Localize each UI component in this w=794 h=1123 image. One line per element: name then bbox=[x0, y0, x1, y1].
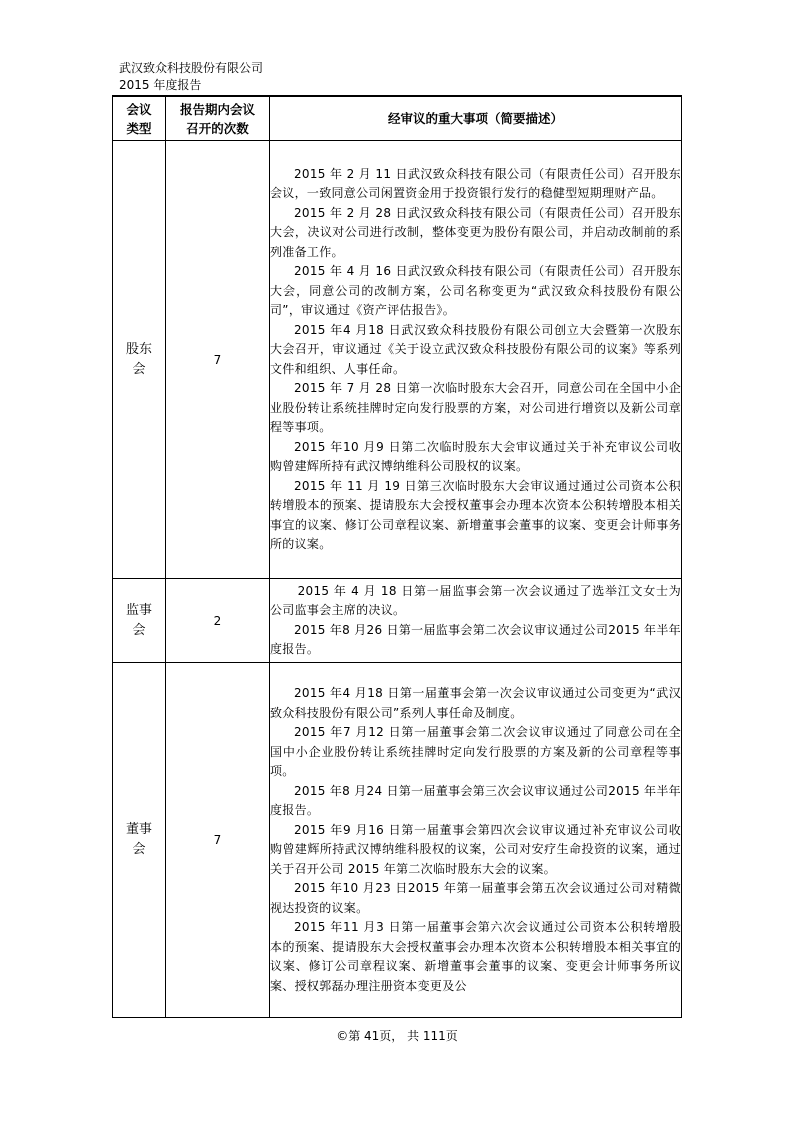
table-header-row bbox=[113, 97, 682, 141]
meeting-type-line1: 股东 bbox=[125, 341, 152, 357]
meeting-item: 2015 年4 月18 日第一届董事会第一次会议审议通过公司变更为“武汉致众科技股份有限公司”系列人事任命及制度。 bbox=[270, 686, 681, 720]
meeting-type-cell bbox=[113, 579, 166, 663]
meeting-item: 2015 年8 月26 日第一届监事会第二次会议审议通过公司2015 年半年度报告。 bbox=[270, 622, 681, 656]
meeting-item: 2015 年10 月9 日第二次临时股东大会审议通过关于补充审议公司收购曾建辉所持有武汉博纳维科公司股权的议案。 bbox=[270, 439, 681, 473]
meeting-count: 2 bbox=[166, 579, 270, 663]
meeting-count: 7 bbox=[166, 663, 270, 1018]
meeting-item: 2015 年11 月3 日第一届董事会第六次会议通过公司资本公积转增股本的预案、提请股东大会授权董事会办理本次资本公积转增股本相关事宜的议案、修订公司章程议案、新增董事会董事的议案、变更会计师事务所议案、授权郭磊办理注册资本变更及公 bbox=[270, 920, 681, 993]
col-header-count bbox=[166, 97, 270, 141]
table-row bbox=[113, 141, 682, 579]
meeting-item: 2015 年8 月24 日第一届董事会第三次会议审议通过公司2015 年半年度报告。 bbox=[270, 783, 681, 817]
meeting-item: 2015 年 2 月 28 日武汉致众科技有限公司（有限责任公司）召开股东大会，决议对公司进行改制，整体变更为股份有限公司，并启动改制前的系列准备工作。 bbox=[270, 205, 681, 259]
meeting-item: 2015 年7 月12 日第一届董事会第二次会议审议通过了同意公司在全国中小企业股份转让系统挂牌时定向发行股票的方案及新的公司章程等事项。 bbox=[270, 725, 681, 778]
col-header-items: 经审议的重大事项（简要描述） bbox=[270, 97, 682, 141]
col-header-type-line2: 类型 bbox=[126, 120, 152, 136]
meetings-table bbox=[112, 96, 682, 1018]
meeting-items-cell bbox=[270, 579, 682, 663]
meeting-type-line2: 会 bbox=[132, 842, 146, 857]
meeting-item: 2015 年4 月18 日武汉致众科技股份有限公司创立大会暨第一次股东大会召开，审议通过《关于设立武汉致众科技股份有限公司的议案》等系列文件和组织、人事任命。 bbox=[270, 322, 681, 376]
meeting-items-cell bbox=[270, 663, 682, 1018]
table-row bbox=[113, 663, 682, 1018]
meeting-type-line2: 会 bbox=[132, 622, 146, 638]
company-name: 武汉致众科技股份有限公司 bbox=[119, 61, 264, 75]
report-title: 2015 年度报告 bbox=[119, 78, 202, 92]
meeting-items-cell bbox=[270, 141, 682, 579]
meeting-item: 2015 年9 月16 日第一届董事会第四次会议审议通过补充审议公司收购曾建辉所持武汉博纳维科股权的议案，公司对安疗生命投资的议案，通过关于召开公司 2015 年第二次临时股东大会的议案。 bbox=[270, 822, 681, 876]
meeting-count: 7 bbox=[166, 141, 270, 579]
col-header-count-line1: 报告期内会议 bbox=[179, 101, 255, 117]
table-row bbox=[113, 579, 682, 663]
meeting-item: 2015 年 11 月 19 日第三次临时股东大会审议通过通过公司资本公积转增股本的预案、提请股东大会授权董事会办理本次资本公积转增股本相关事宜的议案、修订公司章程议案、新增董事会董事的议案、变更会计师事务所的议案。 bbox=[270, 478, 681, 551]
meeting-item: 2015 年 4 月 16 日武汉致众科技有限公司（有限责任公司）召开股东大会，同意公司的改制方案，公司名称变更为“武汉致众科技股份有限公司”，审议通过《资产评估报告》。 bbox=[270, 264, 681, 317]
meeting-item: 2015 年 7 月 28 日第一次临时股东大会召开，同意公司在全国中小企业股份转让系统挂牌时定向发行股票的方案，对公司进行增资以及新公司章程等事项。 bbox=[270, 381, 681, 434]
meeting-item: 2015 年 4 月 18 日第一届监事会第一次会议通过了选举江文女士为公司监事会主席的决议。 bbox=[270, 583, 681, 617]
col-header-count-line2: 召开的次数 bbox=[186, 120, 249, 136]
col-header-type bbox=[113, 97, 166, 141]
meeting-type-cell bbox=[113, 141, 166, 579]
meeting-item: 2015 年 2 月 11 日武汉致众科技有限公司（有限责任公司）召开股东会议，一致同意公司闲置资金用于投资银行发行的稳健型短期理财产品。 bbox=[270, 166, 681, 200]
page-footer: ©第 41页， 共 111页 bbox=[336, 1029, 458, 1043]
meeting-type-line1: 董事 bbox=[125, 822, 152, 837]
meeting-type-cell bbox=[113, 663, 166, 1018]
meeting-type-line1: 监事 bbox=[125, 602, 152, 618]
col-header-type-line1: 会议 bbox=[126, 101, 152, 117]
meeting-type-line2: 会 bbox=[132, 361, 146, 377]
meeting-item: 2015 年10 月23 日2015 年第一届董事会第五次会议通过公司对精微视达投资的议案。 bbox=[270, 881, 681, 915]
